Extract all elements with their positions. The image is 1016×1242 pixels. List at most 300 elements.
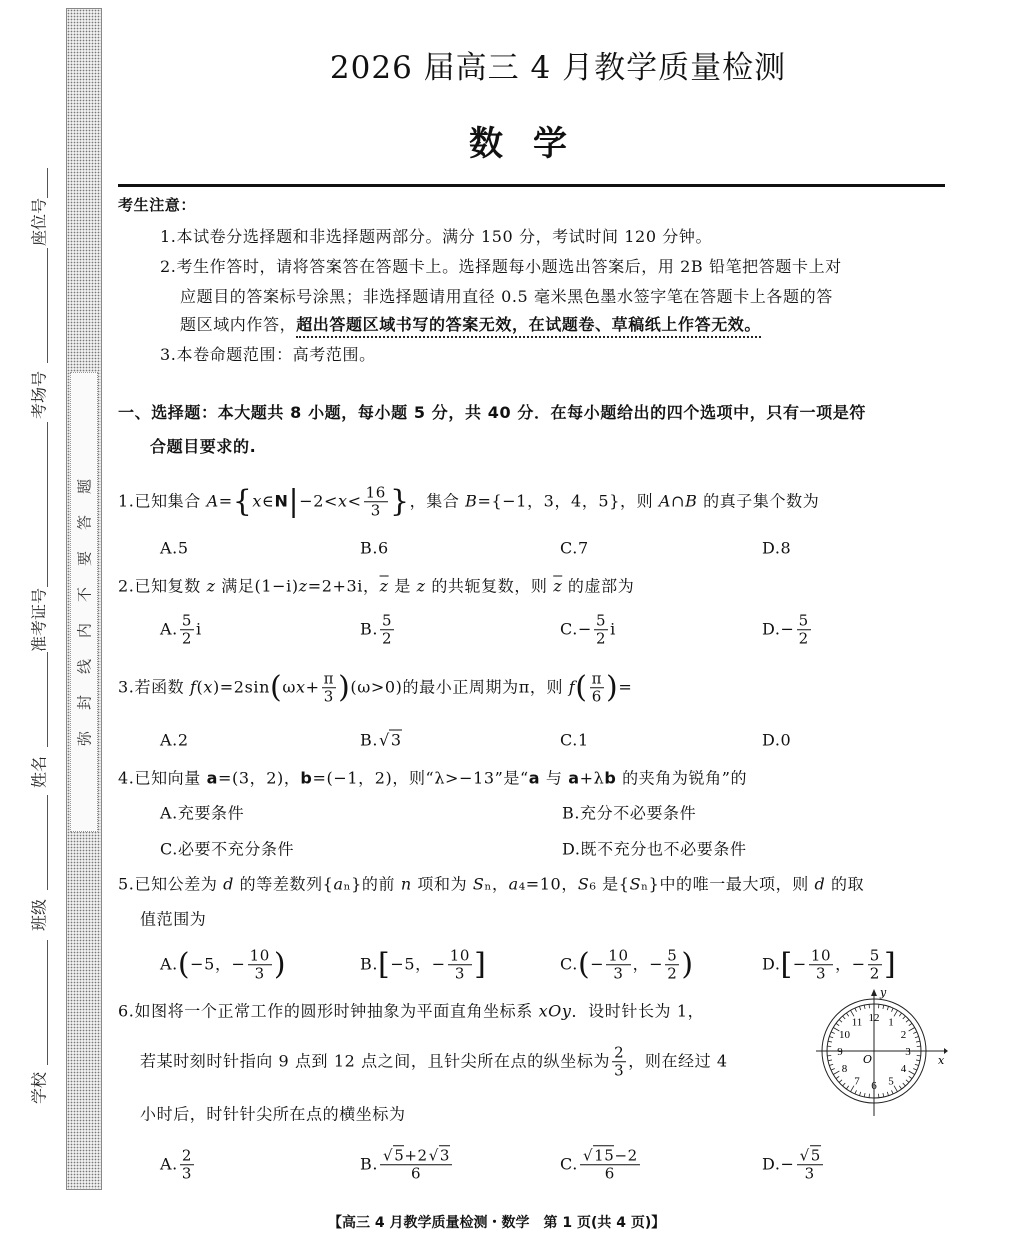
- text-segment: A.充要条件: [160, 803, 245, 823]
- text-segment: ₙ，: [484, 874, 509, 894]
- text-segment: =2+3i，: [307, 576, 380, 596]
- fraction-denominator: [868, 966, 882, 983]
- fraction-numerator: [797, 1147, 823, 1165]
- square-root: [428, 1146, 450, 1164]
- clock-tick: [909, 1023, 912, 1025]
- math-variable: z: [298, 576, 308, 596]
- large-bracket: (: [270, 670, 283, 705]
- square-root: [799, 1146, 821, 1164]
- clock-tick: [829, 1064, 833, 1065]
- square-root: [582, 1146, 614, 1164]
- question-4-option-c: [160, 837, 294, 860]
- text-segment: +: [305, 677, 320, 697]
- text-segment: 若某时刻时针指向 9 点到 12 点之间，且针尖所在点的纵坐标为: [140, 1051, 611, 1071]
- large-bracket: }: [389, 484, 410, 519]
- clock-tick: [836, 1023, 839, 1025]
- text-segment: 与: [540, 768, 569, 788]
- question-4-stem: [118, 766, 747, 789]
- clock-number: 11: [851, 1016, 863, 1029]
- text-segment: 是: [388, 576, 417, 596]
- text-segment: D.8: [762, 538, 792, 558]
- fraction-numerator: [448, 947, 472, 965]
- text-segment: B.6: [360, 538, 389, 558]
- fraction-numerator: [248, 947, 272, 965]
- text-segment: =(−1，2)，则“λ>−13”是“: [312, 768, 529, 788]
- clock-tick: [883, 1005, 884, 1009]
- text-segment: 16: [365, 483, 386, 502]
- clock-number: 10: [839, 1029, 851, 1041]
- text-segment: C.1: [560, 730, 589, 750]
- clock-number: 7: [854, 1075, 860, 1088]
- text-segment: i: [196, 619, 202, 639]
- text-segment: π: [323, 669, 335, 688]
- text-segment: A.: [160, 954, 178, 974]
- text-segment: D.−: [762, 1154, 795, 1174]
- clock-tick: [906, 1020, 909, 1023]
- clock-number: 3: [905, 1046, 911, 1058]
- clock-tick: [894, 1086, 898, 1092]
- question-6-option-d: [762, 1147, 825, 1183]
- clock-tick: [915, 1036, 919, 1037]
- math-bold-symbol: N: [274, 491, 289, 511]
- math-variable: d: [814, 874, 826, 894]
- question-5-option-c: [560, 947, 694, 983]
- text-segment: 的虚部为: [562, 576, 635, 596]
- fraction-numerator: [590, 670, 604, 688]
- clock-number: 5: [888, 1075, 894, 1088]
- text-segment: 3: [370, 501, 381, 520]
- question-4-option-b: [562, 801, 696, 824]
- fraction-denominator: [612, 1063, 626, 1080]
- text-segment: −2<: [299, 491, 339, 511]
- seal-notice-box: [70, 372, 98, 832]
- seal-notice-text: 弥封线内不要答题: [75, 457, 94, 747]
- text-segment: 6.如图将一个正常工作的圆形时钟抽象为平面直角坐标系: [118, 1001, 539, 1021]
- math-variable: A: [206, 491, 219, 511]
- fraction: [797, 612, 811, 648]
- clock-number: 6: [871, 1080, 877, 1092]
- subject-title: 数学: [469, 124, 597, 164]
- sqrt-radicand: √ 3: [439, 1145, 450, 1164]
- question-6-stem: [118, 999, 704, 1022]
- text-segment: ₆ 是{: [589, 874, 630, 894]
- clock-tick: [846, 1086, 848, 1089]
- text-segment: −5，−: [190, 954, 246, 974]
- clock-tick: [839, 1020, 842, 1023]
- clock-tick: [859, 1006, 860, 1010]
- clock-tick: [899, 1086, 901, 1089]
- fraction-denominator: [369, 503, 383, 520]
- math-variable: A: [658, 491, 672, 511]
- text-segment: +λ: [579, 768, 605, 788]
- math-variable: n: [400, 874, 412, 894]
- fraction-denominator: [803, 1166, 817, 1183]
- question-1-option-c: [560, 539, 589, 558]
- text-segment: ，集合: [409, 491, 466, 511]
- fraction-denominator: [603, 1166, 617, 1183]
- text-segment: 小时后，时针针尖所在点的横坐标为: [140, 1104, 406, 1124]
- text-segment: D.: [762, 954, 781, 974]
- clock-number: 4: [900, 1063, 907, 1075]
- fraction-denominator: [611, 966, 625, 983]
- text-segment: C.: [560, 1154, 578, 1174]
- text-segment: A.5: [160, 538, 189, 558]
- fraction-numerator: [180, 612, 194, 630]
- fraction-denominator: [797, 631, 811, 648]
- clock-tick: [887, 1092, 888, 1096]
- text-segment: 5: [595, 611, 607, 630]
- text-segment: 3: [804, 1164, 815, 1183]
- x-axis-label: x: [938, 1054, 945, 1067]
- math-variable: z: [206, 576, 216, 596]
- fraction-numerator: [606, 947, 630, 965]
- math-variable: x: [203, 677, 213, 697]
- sqrt-radicand: √ 3: [389, 730, 402, 750]
- text-segment: 3: [815, 964, 827, 983]
- clock-tick: [843, 1083, 846, 1086]
- math-variable: B: [685, 491, 698, 511]
- text-segment: 2.已知复数: [118, 576, 207, 596]
- question-4-option-a: [160, 801, 244, 824]
- name-label: 姓名: [29, 755, 49, 789]
- fraction-numerator: [594, 612, 608, 630]
- text-segment: 项和为: [411, 874, 473, 894]
- fraction: [868, 947, 882, 983]
- fraction: [580, 1147, 640, 1183]
- text-segment: B.: [360, 730, 379, 750]
- text-segment: 的夹角为锐角”的: [616, 768, 748, 788]
- clock-tick: [899, 1013, 901, 1016]
- notice-line-1: 1.本试卷分选择题和非选择题两部分。满分 150 分，考试时间 120 分钟。: [160, 227, 713, 246]
- fraction-numerator: [180, 1147, 194, 1165]
- text-segment: )=2sin: [212, 677, 271, 697]
- question-2-option-c: [560, 612, 616, 648]
- text-segment: 2: [181, 629, 192, 648]
- text-segment: i: [610, 619, 616, 639]
- text-segment: −: [590, 954, 605, 974]
- text-segment: 3: [614, 1061, 625, 1080]
- text-segment: 3: [323, 687, 334, 706]
- clock-tick: [909, 1028, 915, 1032]
- clock-number: 9: [837, 1046, 843, 1058]
- fraction: [665, 947, 679, 983]
- clock-diagram: [816, 988, 948, 1118]
- class-label: 班级: [29, 898, 49, 932]
- large-bracket: [: [378, 947, 391, 982]
- text-segment: D.既不充分也不必要条件: [562, 839, 747, 859]
- fraction-numerator: [797, 612, 811, 630]
- clock-tick: [916, 1060, 920, 1061]
- exam-title: 2026 届高三 4 月教学质量检测: [329, 50, 787, 86]
- math-variable: a: [333, 874, 344, 894]
- admission-number-label: 准考证号: [29, 587, 49, 653]
- text-segment: 2: [181, 1146, 192, 1165]
- text-segment: ω: [282, 677, 296, 697]
- text-segment: 的取: [825, 874, 865, 894]
- text-segment: B.: [360, 954, 379, 974]
- question-3-option-a: [160, 731, 189, 750]
- fraction-numerator: [380, 612, 394, 630]
- origin-label: O: [863, 1053, 873, 1066]
- large-bracket: ): [606, 670, 619, 705]
- notice-line-4: [180, 312, 761, 335]
- text-segment: ₙ}的前: [343, 874, 401, 894]
- text-segment: 10: [449, 946, 471, 965]
- question-6-option-b: [360, 1147, 454, 1183]
- text-segment: 的等差数列{: [234, 874, 334, 894]
- clock-tick: [891, 1090, 893, 1094]
- clock-tick: [828, 1041, 832, 1042]
- fraction-numerator: [322, 670, 336, 688]
- math-variable: B: [465, 491, 478, 511]
- clock-tick: [913, 1032, 917, 1034]
- clock-tick: [906, 1080, 909, 1083]
- clock-tick: [839, 1080, 842, 1083]
- text-segment: 5: [181, 611, 192, 630]
- clock-number: 1: [888, 1016, 894, 1029]
- question-6-stem: [140, 1044, 728, 1080]
- math-bold-symbol: a: [206, 768, 218, 788]
- question-6-option-a: [160, 1147, 196, 1183]
- question-5-option-b: [360, 947, 486, 983]
- question-6-stem: [140, 1102, 406, 1125]
- text-segment: ．设时针长为 1，: [571, 1001, 705, 1021]
- text-segment: 3: [454, 964, 465, 983]
- clock-tick: [909, 1076, 912, 1078]
- text-segment: =: [218, 491, 233, 511]
- text-segment: 6: [410, 1164, 422, 1183]
- large-bracket: [: [780, 947, 793, 982]
- fraction-denominator: [180, 631, 194, 648]
- fraction: [594, 612, 608, 648]
- notice-emphasis: 超出答题区域书写的答案无效，在试题卷、草稿纸上作答无效。: [296, 315, 761, 338]
- question-2-option-a: [160, 612, 202, 648]
- section1-heading-cont: 合题目要求的.: [150, 437, 257, 456]
- fraction: [612, 1044, 626, 1080]
- text-segment: 5.已知公差为: [118, 874, 224, 894]
- text-segment: 6: [604, 1164, 615, 1183]
- name-field[interactable]: [47, 795, 48, 890]
- clock-tick: [828, 1060, 832, 1061]
- notice-line-5: 3.本卷命题范围：高考范围。: [160, 345, 376, 364]
- fraction-denominator: [180, 1166, 194, 1183]
- exam-room-field[interactable]: [47, 422, 48, 587]
- text-segment: B.充分不必要条件: [562, 803, 697, 823]
- large-bracket: ): [338, 670, 351, 705]
- text-segment: B.: [360, 619, 379, 639]
- text-segment: =: [618, 677, 633, 697]
- fraction-numerator: [612, 1044, 626, 1062]
- notice-title: 考生注意：: [118, 196, 197, 214]
- math-variable: S: [577, 874, 590, 894]
- text-segment: =(3，2)，: [217, 768, 301, 788]
- math-variable: x: [295, 677, 306, 697]
- fraction: [797, 1147, 823, 1183]
- text-segment: A.: [160, 619, 178, 639]
- clock-tick: [913, 1068, 917, 1070]
- text-segment: C.7: [560, 538, 589, 558]
- text-segment: 3: [613, 964, 624, 983]
- school-label: 学校: [29, 1071, 49, 1105]
- seat-number-field[interactable]: [47, 248, 48, 363]
- math-bold-symbol: b: [300, 768, 313, 788]
- math-bold-symbol: a: [568, 768, 580, 788]
- fraction-numerator: [380, 1147, 452, 1165]
- text-segment: ∈: [262, 491, 275, 511]
- text-segment: 10: [249, 946, 270, 965]
- clock-tick: [887, 1006, 888, 1010]
- text-segment: 4.已知向量: [118, 768, 207, 788]
- notice-line-4-text: 题区域内作答，: [180, 315, 297, 334]
- fraction-numerator: [665, 947, 679, 965]
- math-bold-symbol: b: [604, 768, 617, 788]
- clock-tick: [859, 1092, 860, 1096]
- question-1-option-a: [160, 539, 189, 558]
- fraction-numerator: [580, 1147, 640, 1165]
- large-bracket: {: [232, 484, 253, 519]
- math-variable: S: [629, 874, 642, 894]
- large-bracket: ]: [474, 947, 487, 982]
- text-segment: 3: [254, 964, 265, 983]
- fraction-numerator: [364, 484, 388, 502]
- math-bold-symbol: a: [528, 768, 541, 788]
- math-variable: f: [568, 677, 576, 697]
- sqrt-radicand: √ 5: [810, 1145, 821, 1164]
- fraction-denominator: [453, 966, 467, 983]
- large-bracket: (: [577, 947, 591, 982]
- clock-tick: [864, 1093, 865, 1097]
- fraction-denominator: [814, 966, 828, 983]
- fraction-denominator: [322, 689, 336, 706]
- text-segment: 满足(1−i): [215, 576, 299, 596]
- question-1-option-d: [762, 539, 791, 558]
- clock-tick: [894, 1010, 898, 1016]
- clock-tick: [909, 1071, 915, 1075]
- text-segment: 10: [608, 946, 629, 965]
- fraction-denominator: [594, 631, 608, 648]
- text-segment: ，−: [835, 954, 866, 974]
- exam-room-label: 考场号: [29, 370, 49, 420]
- clock-tick: [916, 1041, 920, 1042]
- fraction: [448, 947, 472, 983]
- clock-tick: [836, 1076, 839, 1078]
- math-variable: f: [189, 677, 197, 697]
- fraction: [380, 612, 394, 648]
- question-5-option-d: [762, 947, 896, 983]
- seat-number-label: 座位号: [29, 197, 49, 247]
- text-segment: ，−: [632, 954, 664, 974]
- text-segment: 2: [667, 964, 678, 983]
- fraction: [322, 670, 336, 706]
- math-variable: d: [223, 874, 234, 894]
- question-3-option-d: [762, 731, 791, 750]
- large-bracket: ): [273, 947, 287, 982]
- text-segment: 6: [591, 687, 602, 706]
- text-segment: 2: [798, 629, 809, 648]
- text-segment: −2: [614, 1146, 638, 1165]
- text-segment: ₄=10，: [518, 874, 578, 894]
- fraction-denominator: [253, 966, 267, 983]
- square-root: [378, 731, 402, 750]
- text-segment: 2: [382, 629, 393, 648]
- clock-tick: [855, 1090, 857, 1094]
- sqrt-radicand: √ 15: [593, 1145, 614, 1164]
- fraction: [180, 612, 194, 648]
- clock-tick: [829, 1036, 833, 1037]
- sqrt-radicand: √ 5: [393, 1145, 404, 1164]
- question-3-stem: [118, 670, 632, 706]
- class-field[interactable]: [47, 940, 48, 1065]
- text-segment: 3: [181, 1164, 192, 1183]
- large-bracket: (: [177, 947, 191, 982]
- text-segment: ，则在经过 4: [628, 1051, 728, 1071]
- text-segment: B.: [360, 1154, 379, 1174]
- y-axis-label: y: [880, 988, 887, 999]
- math-variable: x: [338, 491, 348, 511]
- text-segment: 2: [869, 964, 880, 983]
- text-segment: 值范围为: [140, 909, 207, 929]
- math-variable: z: [416, 576, 426, 596]
- header-rule: [118, 184, 945, 187]
- fraction-denominator: [409, 1166, 423, 1183]
- text-segment: 5: [667, 946, 678, 965]
- clock-tick: [846, 1013, 848, 1016]
- admission-number-field[interactable]: [47, 652, 48, 747]
- text-segment: 2: [614, 1043, 625, 1062]
- large-bracket: ]: [883, 947, 897, 982]
- notice-line-2: 2.考生作答时，请将答案答在答题卡上。选择题每小题选出答案后，用 2B 铅笔把答题卡上对: [160, 257, 842, 276]
- fraction: [364, 484, 388, 520]
- text-segment: A.: [160, 1154, 178, 1174]
- text-segment: 3.若函数: [118, 677, 190, 697]
- clock-tick: [891, 1008, 893, 1012]
- fraction-numerator: [809, 947, 833, 965]
- page-footer: 【高三 4 月教学质量检测・数学 第 1 页(共 4 页)】: [328, 1215, 666, 1231]
- fraction-denominator: [590, 689, 604, 706]
- text-segment: 5: [869, 946, 880, 965]
- conjugate-symbol: $\overline{z}$: [379, 576, 389, 596]
- question-1-option-b: [360, 539, 389, 558]
- text-segment: π: [591, 669, 603, 688]
- math-variable: x: [252, 491, 263, 511]
- fraction-numerator: [868, 947, 882, 965]
- text-segment: C.: [560, 954, 578, 974]
- clock-number: 12: [868, 1012, 880, 1024]
- question-5-stem: [118, 872, 864, 895]
- clock-tick: [831, 1032, 835, 1034]
- text-segment: D.−: [762, 619, 795, 639]
- square-root: [382, 1146, 404, 1164]
- text-segment: 的真子集个数为: [697, 491, 820, 511]
- text-segment: <: [347, 491, 362, 511]
- text-segment: D.0: [762, 730, 792, 750]
- question-2-option-b: [360, 612, 396, 648]
- clock-tick: [903, 1083, 906, 1086]
- question-5-option-a: [160, 947, 286, 983]
- text-segment: 1.已知集合: [118, 491, 207, 511]
- math-variable: xOy: [538, 1001, 572, 1021]
- clock-tick: [851, 1010, 855, 1016]
- clock-tick: [843, 1016, 846, 1019]
- conjugate-symbol: $\overline{z}$: [553, 576, 563, 596]
- text-segment: ∩: [671, 491, 686, 511]
- text-segment: C.−: [560, 619, 592, 639]
- fraction: [590, 670, 604, 706]
- question-3-option-c: [560, 731, 589, 750]
- clock-tick: [855, 1008, 857, 1012]
- question-2-option-d: [762, 612, 813, 648]
- clock-tick: [833, 1071, 839, 1075]
